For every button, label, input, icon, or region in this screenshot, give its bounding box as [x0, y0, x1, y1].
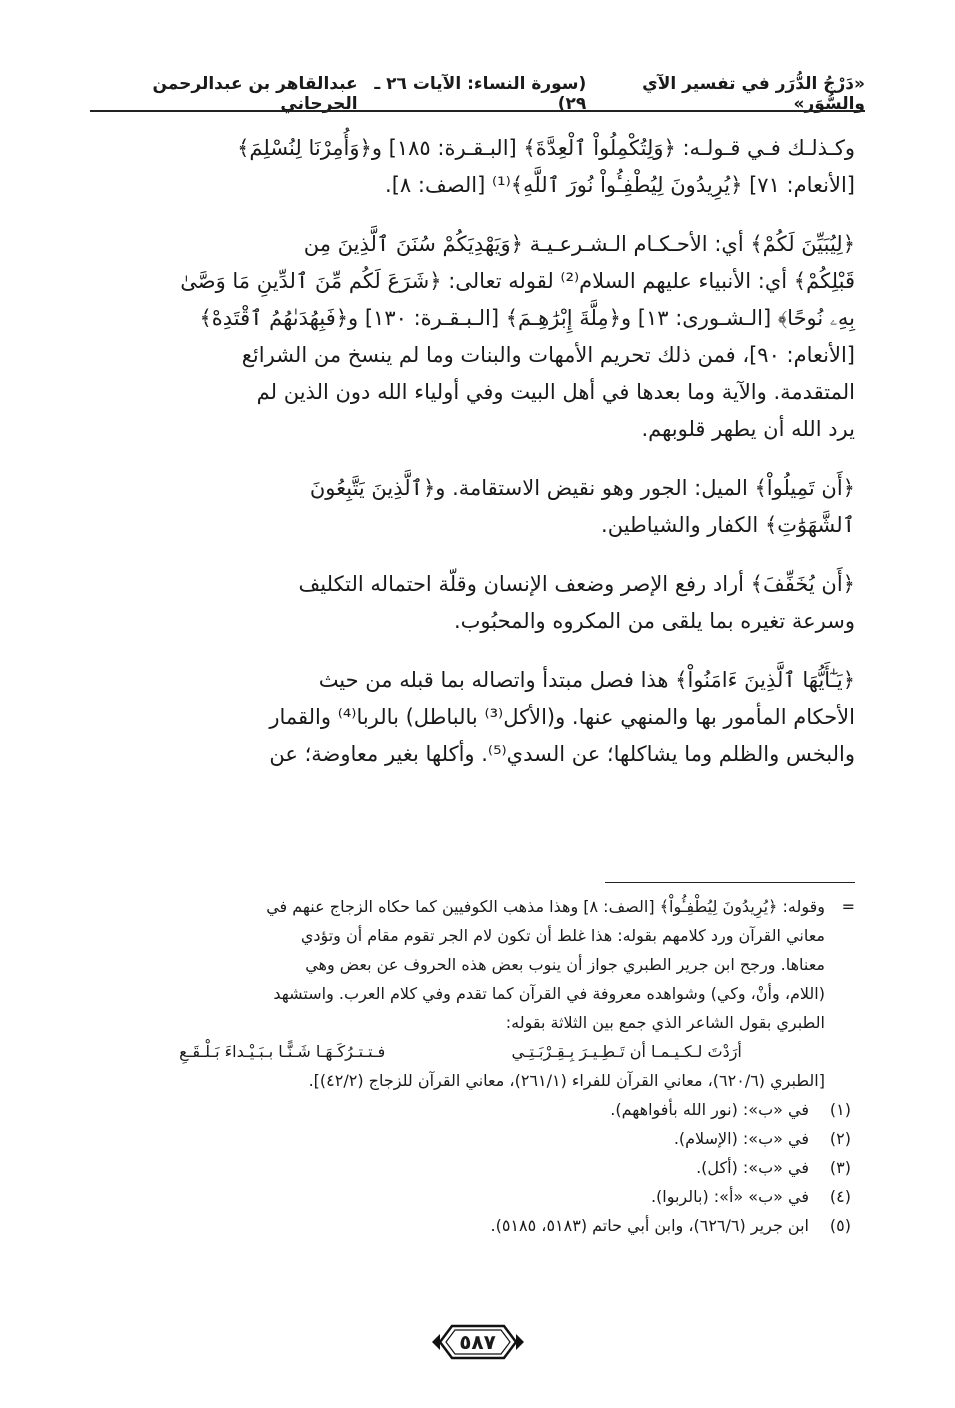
main-text: [96, 130, 855, 795]
line: [الأنعام: ٩٠]، فمن ذلك تحريم الأمهات والبنات وما لم ينسخ من الشرائع: [241, 343, 855, 367]
line: ﴿أَن تَمِيلُواْ﴾ الميل: الجور وهو نقيض الاستقامة. و﴿ٱلَّذِينَ يَتَّبِعُونَ: [309, 476, 855, 500]
footnote-item: [96, 1124, 855, 1153]
line: الأحكام المأمور بها والمنهي عنها. و(الأكل⁽³⁾ بالباطل) بالربا⁽⁴⁾ والقمار: [269, 705, 855, 729]
running-header: [90, 74, 865, 114]
line: والبخس والظلم وما يشاكلها؛ عن السدي⁽⁵⁾. وأكلها بغير معاوضة؛ عن: [269, 742, 855, 766]
line: وسرعة تغيره بما يلقى من المكروه والمحبُوب.: [453, 609, 855, 633]
line: وكـذلـك فـي قـولـه: ﴿وَلِتُكْمِلُواْ ٱلْعِدَّةَ﴾ [البـقـرة: ١٨٥] و﴿وَأُمِرْنَا لِنُسْلِمَ﴾: [237, 136, 855, 160]
footnote-item: [96, 1182, 855, 1211]
surah-range: (سورة النساء: الآيات ٢٦ ـ ٢٩): [374, 74, 587, 114]
footnote-item: [96, 1153, 855, 1182]
line: المتقدمة. والآية وما بعدها في أهل البيت وفي أولياء الله دون الذين لم: [256, 380, 855, 404]
footnote-number: (٣): [829, 1158, 851, 1177]
author-name: عبدالقاهر بن عبدالرحمن الجرجاني: [152, 74, 358, 114]
paragraph-4: [96, 566, 855, 640]
footnote-continuation: [96, 892, 855, 1095]
line: بِهِۦ نُوحًا﴾ [الـشـورى: ١٣] و﴿مِلَّةَ إِبْرَٰهِـمَ﴾ [الـبـقـرة: ١٣٠] و﴿فَبِهُدَىٰهُمُ ٱقْتَدِهْ﴾: [199, 306, 855, 330]
line: ﴿يَـٰٓأَيُّهَا ٱلَّذِينَ ءَامَنُواْ﴾ هذا فصل مبتدأ واتصاله بما قبله من حيث: [318, 668, 855, 692]
page-number-ornament: [430, 1320, 526, 1364]
page-number: ٥٨٧: [459, 1330, 496, 1354]
source-citation: [الطبري (٦٢٠/٦)، معاني القرآن للفراء (٢٦١/١)، معاني القرآن للزجاج (٤٢/٢)].: [308, 1071, 825, 1090]
footnote-number: (٤): [829, 1187, 851, 1206]
paragraph-2: [96, 226, 855, 448]
footnote-text: في «ب»: (الإسلام).: [673, 1129, 809, 1148]
line: (اللام، وأنْ، وكي) وشواهده معروفة في القرآن كما تقدم وفي كلام العرب. واستشهد: [273, 984, 825, 1003]
footnote-text: في «ب»: (نور الله بأفواههم).: [610, 1100, 809, 1119]
footnote-text: في «ب»: (أكل).: [696, 1158, 809, 1177]
paragraph-3: [96, 470, 855, 544]
line: [الأنعام: ٧١] ﴿يُرِيدُونَ لِيُطْفِـُٔواْ نُورَ ٱللَّهِ﴾⁽¹⁾ [الصف: ٨].: [385, 173, 855, 197]
poem-verse: [96, 1037, 825, 1066]
line: ﴿لِيُبَيِّنَ لَكُمْ﴾ أي: الأحـكـام الـشـرعـيـة ﴿وَيَهْدِيَكُمْ سُنَنَ ٱلَّذِينَ مِن: [303, 232, 855, 256]
line: قَبْلِكُمْ﴾ أي: الأنبياء عليهم السلام⁽²⁾ لقوله تعالى: ﴿شَرَعَ لَكُم مِّنَ ٱلدِّينِ مَا وَصَّىٰ: [180, 269, 855, 293]
footnotes: [96, 892, 855, 1240]
poem-hemistich-1: أرَدْتَ لـكـيـمـا أن تَـطِـيـرَ بِـقِـرْبَـتِـي: [511, 1042, 742, 1061]
line: وقوله: ﴿يُرِيدُونَ لِيُطْفِـُٔواْ﴾ [الصف: ٨] وهذا مذهب الكوفيين كما حكاه الزجاج عنهم في: [266, 897, 825, 916]
paragraph-5: [96, 662, 855, 773]
footnote-number: (٢): [829, 1129, 851, 1148]
line: ٱلشَّهَوَٰتِ﴾ الكفار والشياطين.: [601, 513, 855, 537]
book-title: «دَرْجُ الدُّرَر في تفسير الآي والسُّوَر»: [642, 74, 865, 114]
line: معناها. ورجح ابن جرير الطبري جواز أن ينوب بعض هذه الحروف عن بعض وهي: [305, 955, 825, 974]
poem-hemistich-2: فـتـتـرُكَـهَـا شَـنًّـا بـبَـيْـداءَ بَـلْـقَـعِ: [179, 1042, 386, 1061]
line: ﴿أَن يُخَفِّفَ﴾ أراد رفع الإصر وضعف الإنسان وقلّة احتماله التكليف: [298, 572, 855, 596]
footnote-number: (١): [829, 1100, 851, 1119]
footnote-number: (٥): [829, 1216, 851, 1235]
continuation-marker: =: [841, 897, 855, 916]
footnote-text: في «ب» «أ»: (بالربوا).: [650, 1187, 809, 1206]
footnote-item: [96, 1095, 855, 1124]
line: يرد الله أن يطهر قلوبهم.: [641, 417, 855, 441]
line: الطبري بقول الشاعر الذي جمع بين الثلاثة بقوله:: [505, 1013, 825, 1032]
footnote-text: ابن جرير (٦٢٦/٦)، وابن أبي حاتم (٥١٨٣، ٥١٨٥).: [490, 1216, 809, 1235]
line: معاني القرآن ورد كلامهم بقوله: هذا غلط أن تكون لام الجر تقوم مقام أن وتؤدي: [300, 926, 825, 945]
footnote-item: [96, 1211, 855, 1240]
header-divider: [90, 110, 865, 112]
paragraph-1: [96, 130, 855, 204]
footnote-divider: [605, 882, 855, 883]
